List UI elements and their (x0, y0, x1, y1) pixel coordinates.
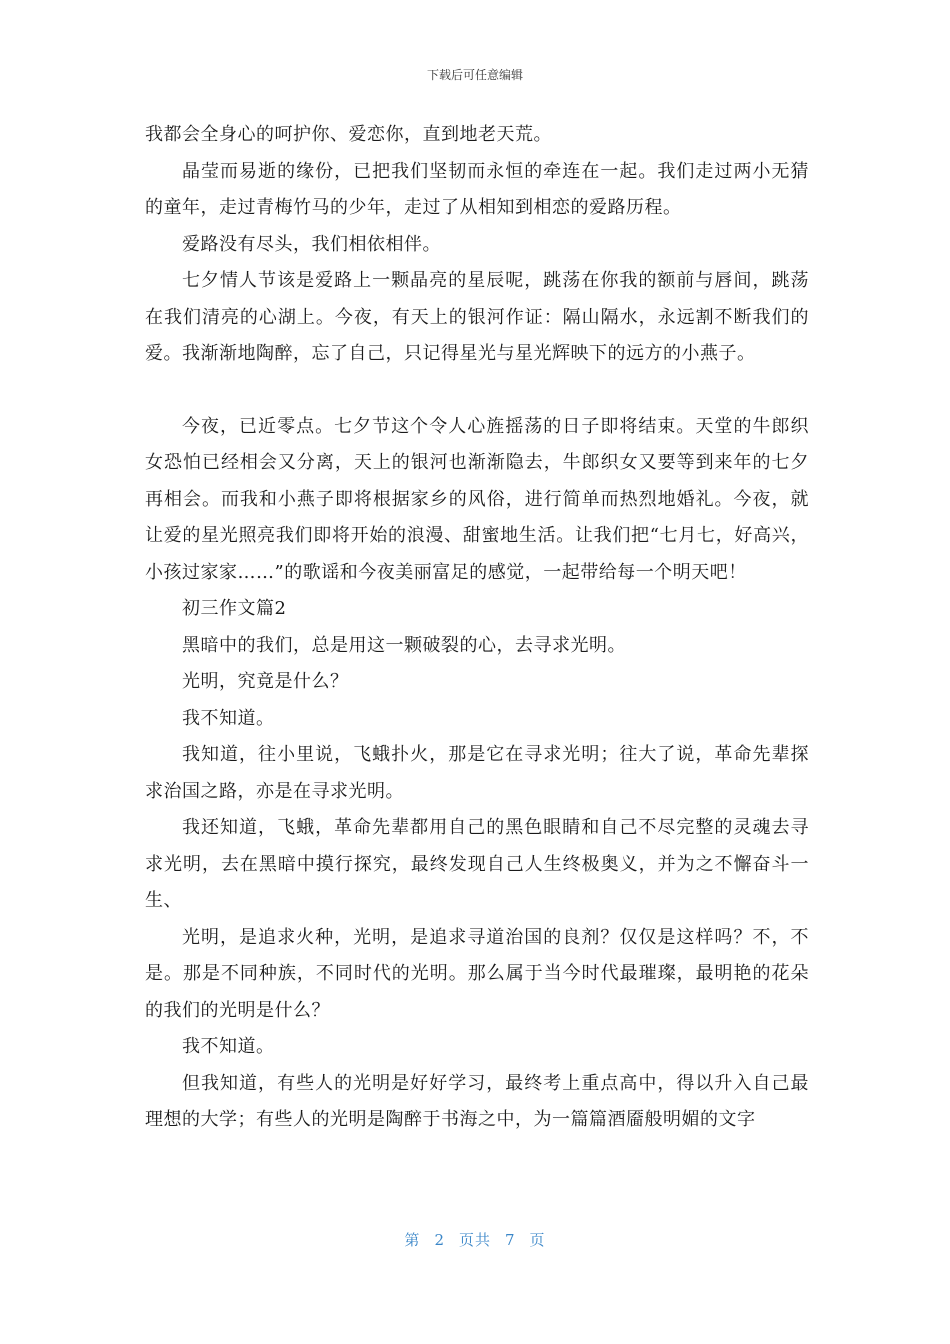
paragraph-4: 七夕情人节该是爱路上一颗晶亮的星辰呢，跳荡在你我的额前与唇间，跳荡在我们清亮的心湖上。今夜，有天上的银河作证：隔山隔水，永远割不断我们的爱。我渐渐地陶醉，忘了自己，只记得星光与星光辉映下的远方的小燕子。 (145, 270, 809, 364)
document-body (145, 117, 809, 1139)
paragraph-9: 我知道，往小里说，飞蛾扑火，那是它在寻求光明；往大了说，革命先辈探求治国之路，亦是在寻求光明。 (145, 744, 809, 802)
page-header: 下载后可任意编辑 (426, 68, 523, 82)
paragraph-5: 今夜，已近零点。七夕节这个令人心旌摇荡的日子即将结束。天堂的牛郎织女恐怕已经相会又分离，天上的银河也渐渐隐去，牛郎织女又要等到来年的七夕再相会。而我和小燕子即将根据家乡的风俗，进行简单而热烈地婚礼。今夜，就让爱的星光照亮我们即将开始的浪漫、甜蜜地生活。让我们把“七月七，好高兴，小孩过家家……”的歌谣和今夜美丽富足的感觉，一起带给每一个明天吧！ (145, 415, 809, 583)
paragraph-6: 黑暗中的我们，总是用这一颗破裂的心，去寻求光明。 (182, 634, 626, 656)
paragraph-10: 我还知道，飞蛾，革命先辈都用自己的黑色眼睛和自己不尽完整的灵魂去寻求光明，去在黑暗中摸行探究，最终发现自己人生终极奥义，并为之不懈奋斗一生、 (145, 817, 809, 911)
page-footer (0, 1229, 950, 1250)
footer-label-di: 第 (404, 1231, 421, 1249)
footer-current-page: 2 (434, 1231, 445, 1249)
footer-label-ye-gong: 页共 (458, 1231, 491, 1249)
paragraph-1: 我都会全身心的呵护你、爱恋你，直到地老天荒。 (145, 124, 552, 145)
paragraph-7: 光明，究竟是什么？ (182, 671, 349, 692)
section-title: 初三作文篇2 (182, 598, 287, 619)
paragraph-12: 我不知道。 (182, 1036, 275, 1057)
paragraph-13: 但我知道，有些人的光明是好好学习，最终考上重点高中，得以升入自己最理想的大学；有些人的光明是陶醉于书海之中，为一篇篇酒靥般明媚的文字 (145, 1072, 809, 1130)
paragraph-11: 光明，是追求火种，光明，是追求寻道治国的良剂？仅仅是这样吗？不，不是。那是不同种族，不同时代的光明。那么属于当今时代最璀璨，最明艳的花朵的我们的光明是什么？ (145, 926, 809, 1021)
paragraph-gap (145, 373, 809, 409)
paragraph-2: 晶莹而易逝的缘份，已把我们坚韧而永恒的牵连在一起。我们走过两小无猜的童年，走过青梅竹马的少年，走过了从相知到相恋的爱路历程。 (145, 160, 809, 218)
paragraph-3: 爱路没有尽头，我们相依相伴。 (182, 233, 441, 255)
footer-label-ye: 页 (529, 1231, 546, 1249)
footer-total-pages: 7 (505, 1231, 516, 1249)
paragraph-8: 我不知道。 (182, 707, 275, 729)
